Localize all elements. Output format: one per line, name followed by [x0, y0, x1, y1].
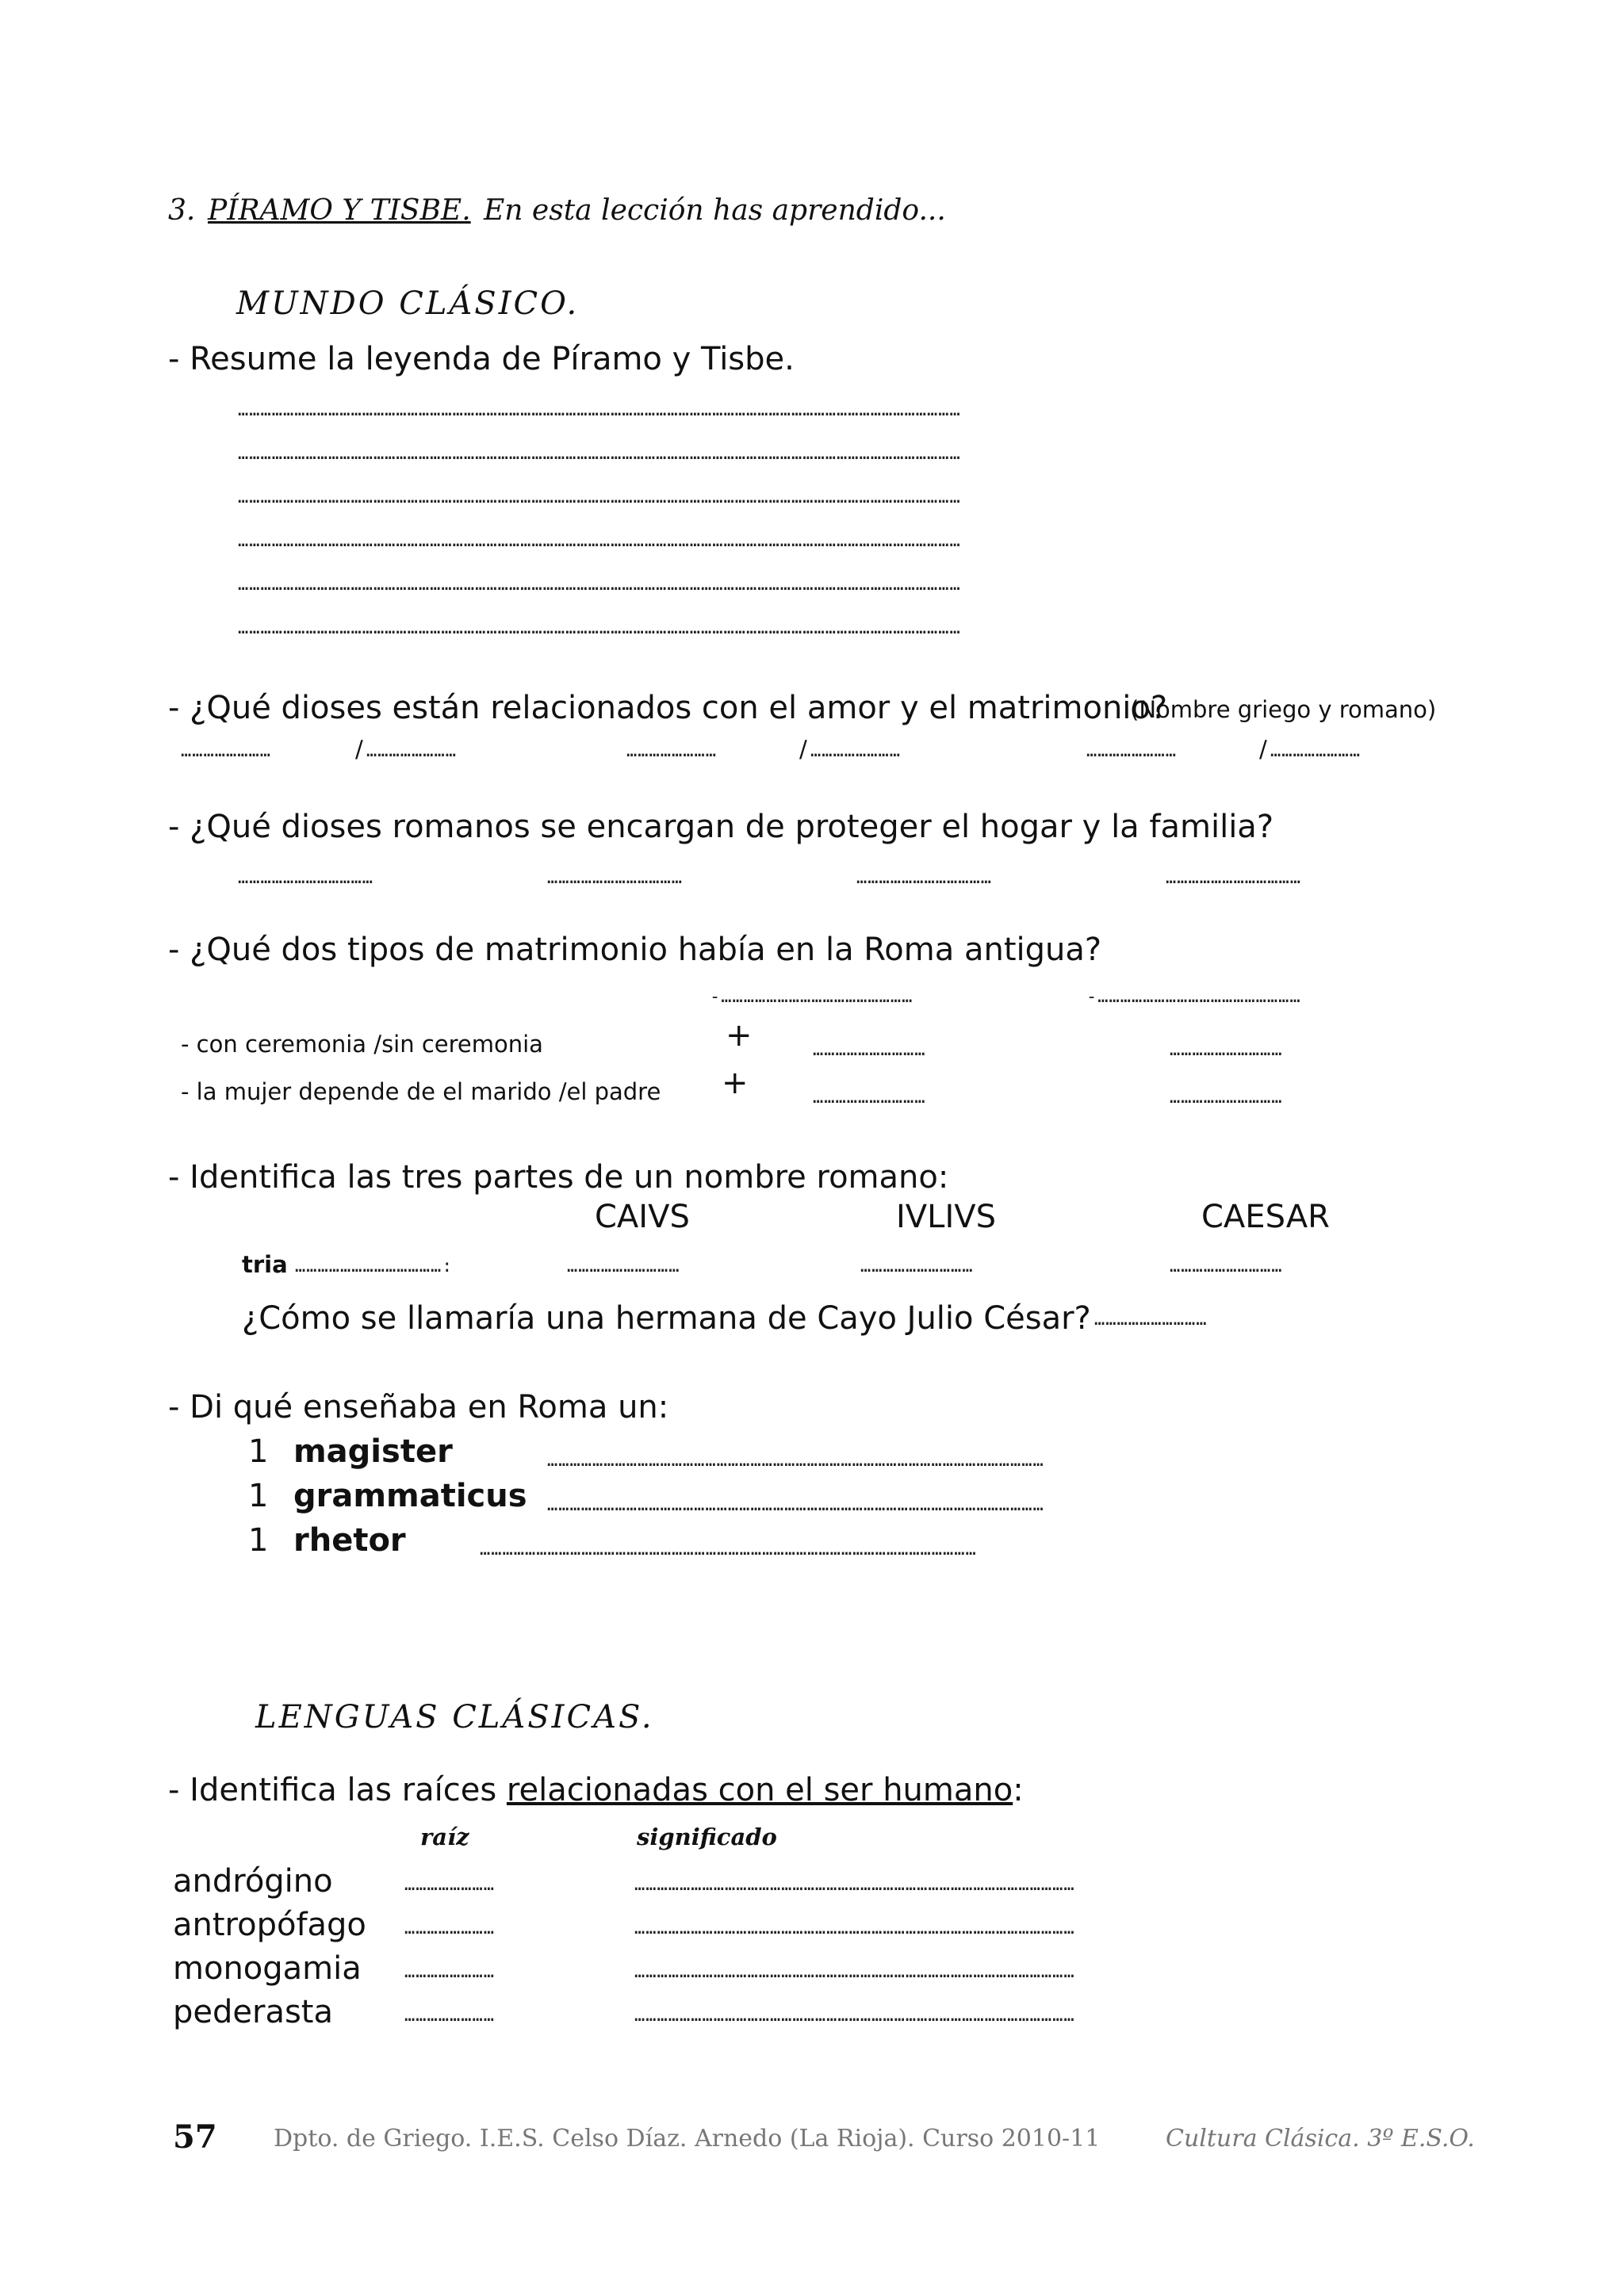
roman-name-part: CAESAR: [1201, 1199, 1330, 1235]
word: pederasta: [173, 1994, 333, 2030]
page-number: 57: [173, 2118, 217, 2156]
answer-blank[interactable]: ………………………………: [238, 868, 373, 888]
section-title-mundo: MUNDO CLÁSICO.: [236, 285, 580, 322]
footer-department: Dpto. de Griego. I.E.S. Celso Díaz. Arnedo (La Rioja). Curso 2010-11: [274, 2125, 1101, 2152]
word: monogamia: [173, 1950, 362, 1987]
question-sister-name: ¿Cómo se llamaría una hermana de Cayo Julio César?: [242, 1300, 1091, 1337]
footer-course: Cultura Clásica. 3º E.S.O.: [1166, 2125, 1475, 2152]
teacher-name: grammaticus: [293, 1478, 527, 1514]
question-roots-suffix: :: [1013, 1772, 1024, 1808]
column-header-root: raíz: [420, 1823, 469, 1850]
question-gods-love: - ¿Qué dioses están relacionados con el amor y el matrimonio?: [168, 690, 1168, 726]
teacher-name: magister: [293, 1433, 453, 1470]
marriage-criterion-ceremony: - con ceremonia /sin ceremonia: [181, 1031, 543, 1058]
lesson-title: PÍRAMO Y TISBE.: [208, 194, 471, 227]
slash: /: [799, 736, 807, 763]
answer-line[interactable]: …………………………………………………………………………………………………………………………………………………………………………: [238, 400, 961, 420]
answer-blank[interactable]: ……………………: [404, 2006, 495, 2026]
answer-blank[interactable]: ……………………: [404, 1962, 495, 1982]
teacher-name: rhetor: [293, 1522, 406, 1559]
question-roman-name: - Identifica las tres partes de un nombre romano:: [168, 1159, 949, 1196]
answer-line[interactable]: ………………………………………………………………………………………………………: [634, 1962, 1075, 1982]
tria-label: tria: [242, 1251, 288, 1278]
answer-blank[interactable]: …………………………: [1170, 1040, 1283, 1060]
teacher-count: 1: [248, 1478, 269, 1514]
answer-blank[interactable]: ………………………………: [856, 868, 992, 888]
answer-blank[interactable]: ……………………: [626, 741, 717, 761]
answer-line[interactable]: …………………………………………………………………………………………………………………………………………………………………………: [238, 488, 961, 507]
answer-blank[interactable]: ……………………: [1086, 741, 1177, 761]
answer-line[interactable]: ………………………………………………………………………………………………………: [634, 2006, 1075, 2026]
plus-icon: +: [722, 1065, 749, 1101]
word: andrógino: [173, 1863, 333, 1900]
question-roots-underlined: relacionadas con el ser humano: [506, 1772, 1013, 1808]
answer-blank[interactable]: ………………………………: [547, 868, 683, 888]
answer-line[interactable]: ……………………………………………………………………………………………………………………: [547, 1495, 1044, 1515]
answer-blank[interactable]: ……………………: [404, 1919, 495, 1938]
answer-blank[interactable]: …………………………: [1170, 1257, 1283, 1276]
answer-line[interactable]: …………………………………………………………………………………………………………………………………………………………………………: [238, 618, 961, 638]
answer-blank[interactable]: …………………………: [860, 1257, 974, 1276]
answer-blank[interactable]: ……………………: [810, 741, 901, 761]
answer-line[interactable]: …………………………………………………………………………………………………………………………………………………………………………: [238, 444, 961, 464]
marriage-criterion-dependence: - la mujer depende de el marido /el padre: [181, 1078, 661, 1105]
answer-blank[interactable]: ……………………: [366, 741, 457, 761]
answer-blank[interactable]: ……………………: [404, 1875, 495, 1895]
question-teachers: - Di qué enseñaba en Roma un:: [168, 1389, 669, 1425]
lesson-intro: En esta lección has aprendido...: [484, 194, 946, 227]
lesson-number: 3.: [168, 194, 196, 227]
answer-line[interactable]: ……………………………………………………………………………………………………………………: [547, 1451, 1044, 1471]
answer-blank[interactable]: …………………………………:: [295, 1257, 454, 1276]
slash: /: [355, 736, 363, 763]
question-gods-home: - ¿Qué dioses romanos se encargan de proteger el hogar y la familia?: [168, 809, 1274, 845]
question-note: (Nombre griego y romano): [1130, 696, 1437, 723]
column-header-meaning: significado: [637, 1823, 777, 1850]
answer-line[interactable]: ………………………………………………………………………………………………………: [634, 1919, 1075, 1938]
answer-line[interactable]: …………………………………………………………………………………………………………………………………………………………………………: [238, 531, 961, 551]
word: antropófago: [173, 1907, 366, 1943]
question-roots-prefix: - Identifica las raíces: [168, 1772, 507, 1808]
plus-icon: +: [726, 1017, 753, 1054]
answer-blank[interactable]: -………………………………………………: [1086, 987, 1301, 1007]
answer-line[interactable]: ……………………………………………………………………………………………………………………: [480, 1540, 977, 1559]
teacher-count: 1: [248, 1433, 269, 1470]
answer-blank[interactable]: ……………………: [1270, 741, 1361, 761]
answer-blank[interactable]: ……………………: [181, 741, 271, 761]
answer-blank[interactable]: …………………………: [813, 1088, 926, 1108]
answer-blank[interactable]: …………………………: [813, 1040, 926, 1060]
answer-blank[interactable]: …………………………: [1170, 1088, 1283, 1108]
question-marriage-types: - ¿Qué dos tipos de matrimonio había en la Roma antigua?: [168, 932, 1102, 968]
roman-name-part: IVLIVS: [896, 1199, 996, 1235]
answer-blank[interactable]: …………………………: [567, 1257, 680, 1276]
answer-blank[interactable]: …………………………: [1094, 1310, 1208, 1330]
slash: /: [1259, 736, 1267, 763]
answer-blank[interactable]: ………………………………: [1166, 868, 1301, 888]
roman-name-part: CAIVS: [595, 1199, 690, 1235]
question-summary: - Resume la leyenda de Píramo y Tisbe.: [168, 341, 795, 377]
teacher-count: 1: [248, 1522, 269, 1559]
answer-line[interactable]: …………………………………………………………………………………………………………………………………………………………………………: [238, 575, 961, 595]
answer-blank[interactable]: -……………………………………………: [710, 987, 914, 1007]
answer-line[interactable]: ………………………………………………………………………………………………………: [634, 1875, 1075, 1895]
question-roots: [168, 1772, 1024, 1808]
section-title-lenguas: LENGUAS CLÁSICAS.: [255, 1699, 654, 1735]
